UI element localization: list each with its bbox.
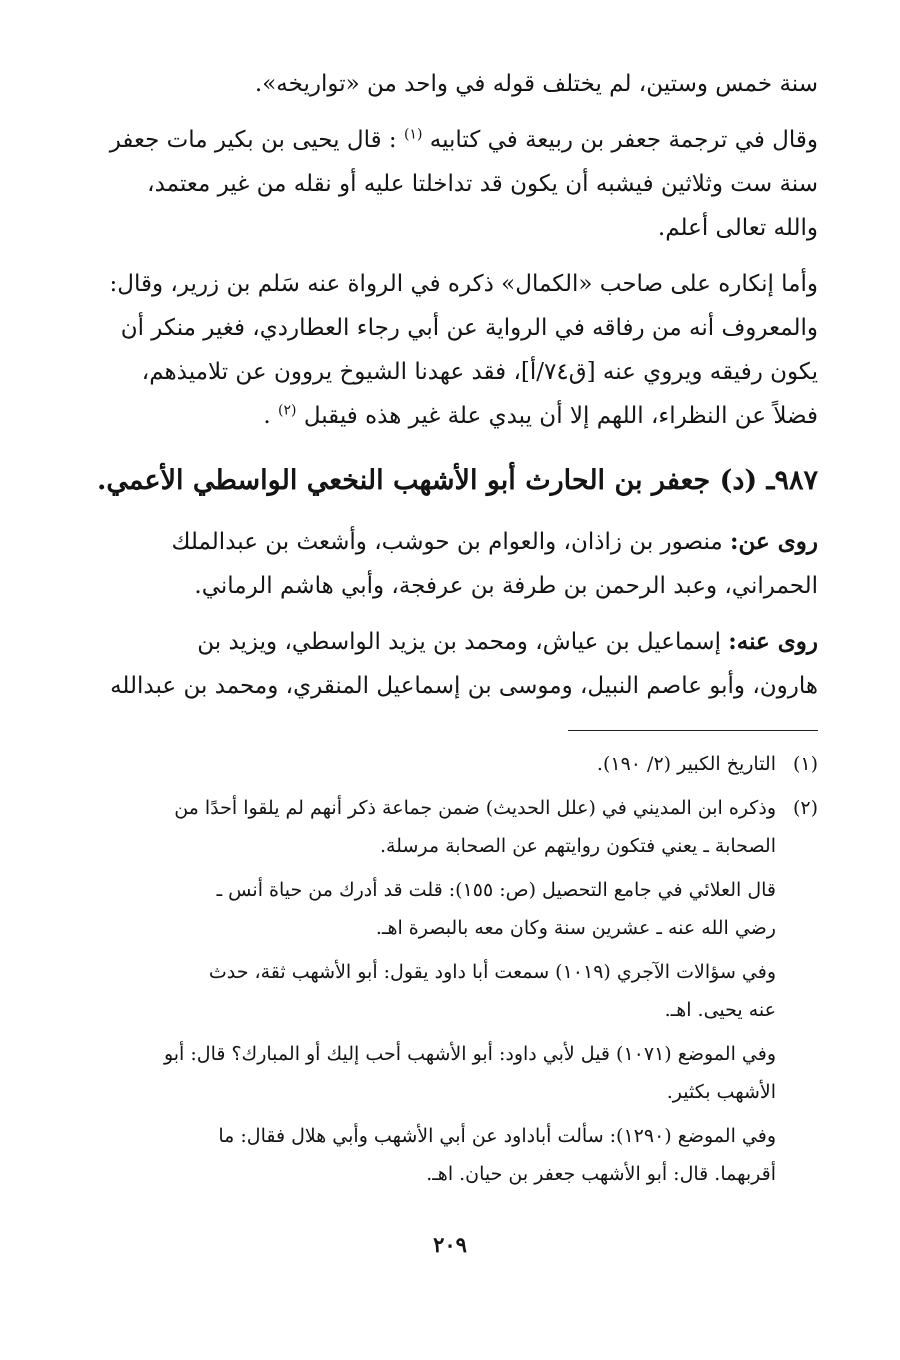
footnote-number: (١) <box>792 753 818 775</box>
footnote-ref-1[interactable]: (١) <box>403 126 423 143</box>
entry-heading: ٩٨٧ـ (د) جعفر بن الحارث أبو الأشهب النخعي الواسطي الأعمي. <box>96 465 818 496</box>
text-line: الحمراني، وعبد الرحمن بن طرفة بن عرفجة، وأبي هاشم الرماني. <box>194 573 818 599</box>
footnote-line: وفي الموضع (١٢٩٠): سألت أباداود عن أبي الأشهب وأبي هلال فقال: ما <box>218 1125 776 1147</box>
rawa-an-label: روى عن: <box>730 528 818 555</box>
text-line: والمعروف أنه من رفاقه في الرواية عن أبي رجاء العطاردي، فغير منكر أن <box>120 315 818 341</box>
paragraph-2 <box>78 118 818 250</box>
text-line: يكون رفيقه ويروي عنه [ق٧٤/أ]، فقد عهدنا الشيوخ يروون عن تلاميذهم، <box>141 359 818 385</box>
footnote-line: عنه يحيى. اهـ. <box>664 999 776 1021</box>
footnote-ref-2[interactable]: (٢) <box>278 402 297 419</box>
text-line: سنة خمس وستين، لم يختلف قوله في واحد من «تواريخه». <box>254 71 818 97</box>
footnote-line: قال العلائي في جامع التحصيل (ص: ١٥٥): قلت قد أدرك من حياة أنس ـ <box>216 879 776 901</box>
footnote-2 <box>78 789 818 1193</box>
text-line: هارون، وأبو عاصم النبيل، وموسى بن إسماعيل المنقري، ومحمد بن عبدالله <box>110 673 818 699</box>
text-line: وأما إنكاره على صاحب «الكمال» ذكره في الرواة عنه سَلم بن زرير، وقال: <box>109 271 818 297</box>
paragraph-rawa-an <box>78 520 818 608</box>
text-line: والله تعالى أعلم. <box>657 215 818 241</box>
main-text <box>78 62 818 708</box>
paragraph-3 <box>78 262 818 438</box>
paragraph-rawa-anhu <box>78 620 818 708</box>
footnote-line: وذكره ابن المديني في (علل الحديث) ضمن جماعة ذكر أنهم لم يلقوا أحدًا من <box>174 797 776 819</box>
footnote-line: أقربهما. قال: أبو الأشهب جعفر بن حيان. اهـ. <box>426 1163 776 1185</box>
paragraph-1 <box>78 62 818 106</box>
footnote-line: وفي سؤالات الآجري (١٠١٩) سمعت أبا داود يقول: أبو الأشهب ثقة، حدث <box>208 961 776 983</box>
text-line: إسماعيل بن عياش، ومحمد بن يزيد الواسطي، ويزيد بن <box>197 629 721 655</box>
footnote-line: الصحابة ـ يعني فتكون روايتهم عن الصحابة مرسلة. <box>379 835 776 857</box>
footnote-number: (٢) <box>792 797 818 819</box>
page-body <box>78 62 818 1193</box>
rawa-anhu-label: روى عنه: <box>728 628 818 655</box>
footnote-line: رضي الله عنه ـ عشرين سنة وكان معه بالبصرة اهـ. <box>375 917 776 939</box>
text-line: منصور بن زاذان، والعوام بن حوشب، وأشعث بن عبدالملك <box>171 529 723 555</box>
text-line: : قال يحيى بن بكير مات جعفر <box>109 127 397 153</box>
page-number: ٢٠٩ <box>433 1232 467 1257</box>
text-line: فضلاً عن النظراء، اللهم إلا أن يبدي علة غير هذه فيقبل <box>303 403 818 429</box>
text-line: وقال في ترجمة جعفر بن ربيعة في كتابيه <box>429 127 818 153</box>
footnote-line: وفي الموضع (١٠٧١) قيل لأبي داود: أبو الأشهب أحب إليك أو المبارك؟ قال: أبو <box>163 1043 776 1065</box>
text-line: . <box>263 403 271 429</box>
footnote-separator <box>568 730 818 731</box>
footnote-line: الأشهب بكثير. <box>666 1081 776 1103</box>
text-line: سنة ست وثلاثين فيشبه أن يكون قد تداخلتا عليه أو نقله من غير معتمد، <box>147 171 818 197</box>
footnote-text: التاريخ الكبير (٢/ ١٩٠). <box>596 753 776 775</box>
footnote-1 <box>78 745 818 783</box>
